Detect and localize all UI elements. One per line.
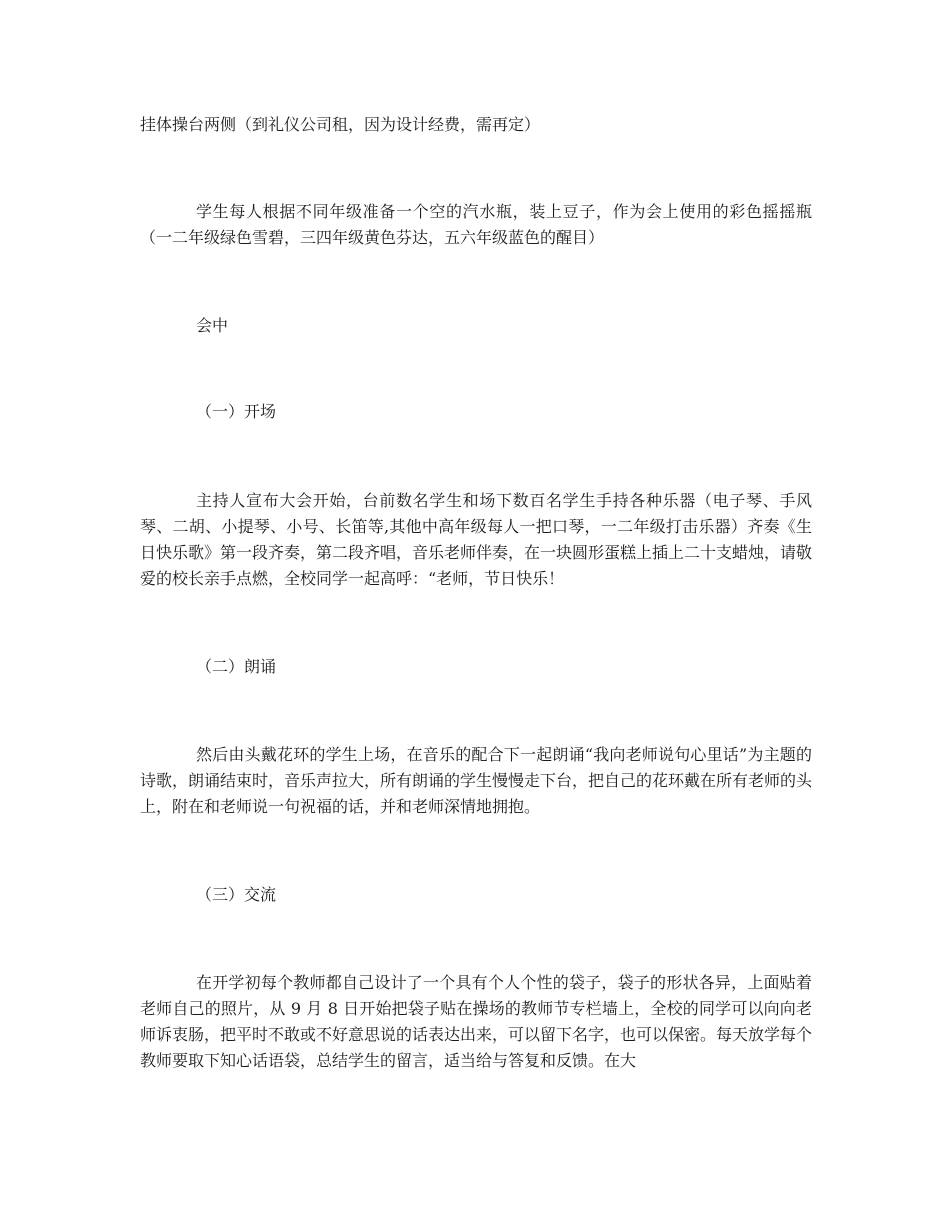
heading-exchange: （三）交流 xyxy=(196,885,277,904)
paragraph-exchange: 在开学初每个教师都自己设计了一个具有个人个性的袋子，袋子的形状各异，上面贴着老师自己的照片，从 9 月 8 日开始把袋子贴在操场的教师节专栏墙上，全校的同学可以向向老师诉衷肠，把平时不敢或不好意思说的话表达出来，可以留下名字，也可以保密。每天放学每个教师要取下知心话语袋，总结学生的留言，适当给与答复和反馈。在大 xyxy=(140,973,813,1070)
heading-recitation: （二）朗诵 xyxy=(196,657,277,676)
paragraph-shaker-bottles: 学生每人根据不同年级准备一个空的汽水瓶，装上豆子，作为会上使用的彩色摇摇瓶（一二年级绿色雪碧，三四年级黄色芬达，五六年级蓝色的醒目） xyxy=(140,202,812,247)
paragraph-recitation: 然后由头戴花环的学生上场，在音乐的配合下一起朗诵“我向老师说句心里话”为主题的诗歌，朗诵结束时，音乐声拉大，所有朗诵的学生慢慢走下台，把自己的花环戴在所有老师的头上，附在和老师说一句祝福的话，并和老师深情地拥抱。 xyxy=(140,745,813,816)
heading-during-event: 会中 xyxy=(196,316,229,335)
paragraph-stage-decoration: 挂体操台两侧（到礼仪公司租，因为设计经费，需再定） xyxy=(140,115,541,134)
heading-opening: （一）开场 xyxy=(196,402,277,421)
paragraph-opening: 主持人宣布大会开始，台前数名学生和场下数百名学生手持各种乐器（电子琴、手风琴、二胡、小提琴、小号、长笛等,其他中高年级每人一把口琴，一二年级打击乐器）齐奏《生日快乐歌》第一段齐奏，第二段齐唱，音乐老师伴奏，在一块圆形蛋糕上插上二十支蜡烛，请敬爱的校长亲手点燃，全校同学一起高呼：“老师，节日快乐！ xyxy=(140,491,813,588)
